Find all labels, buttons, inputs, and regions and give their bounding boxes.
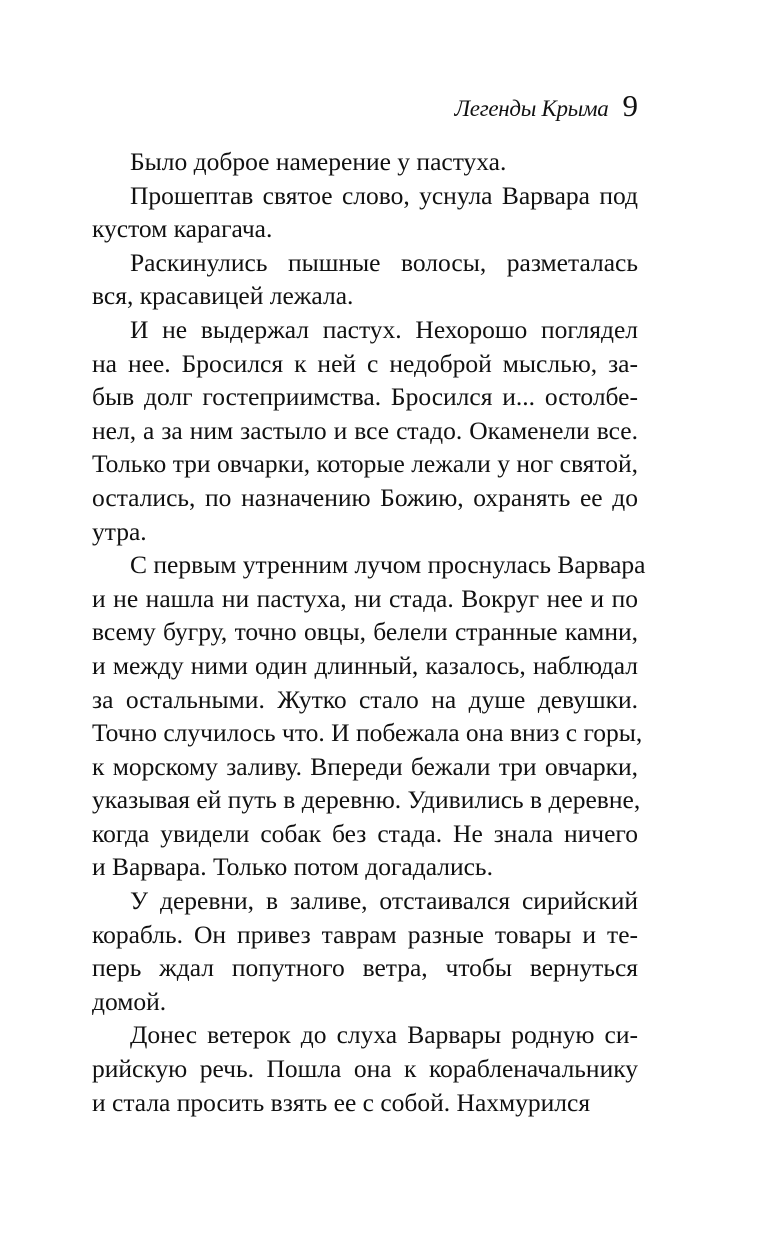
text-line: когда увидели собак без стада. Не знала ничего [92, 818, 638, 848]
text-line: кустом карагача. [92, 214, 273, 244]
text-line: Раскинулись пышные волосы, разметалась [130, 247, 638, 277]
text-line: остались, по назначению Божию, охранять ее до [92, 482, 638, 512]
running-title: Легенды Крыма [454, 96, 609, 121]
text-line: корабль. Он привез таврам разные товары и те- [92, 919, 638, 949]
text-line: Было доброе намерение у пастуха. [130, 147, 507, 176]
page-header [92, 88, 638, 124]
text-line: Донес ветерок до слуха Варвары родную си- [130, 1020, 638, 1050]
text-line: перь ждал попутного ветра, чтобы вернуться [92, 953, 638, 983]
text-line: за остальными. Жутко стало на душе девушки. [92, 684, 638, 714]
text-line: и между ними один длинный, казалось, наблюдал [92, 650, 638, 680]
text-line: Прошептав святое слово, уснула Варвара под [130, 180, 638, 210]
text-line: утра. [92, 516, 147, 546]
paragraph [92, 246, 638, 313]
text-line: всему бугру, точно овцы, белели странные камни, [92, 617, 638, 647]
paragraph [92, 179, 638, 246]
text-line: И не выдержал пастух. Нехорошо поглядел [130, 314, 638, 344]
text-line: указывая ей путь в деревню. Удивились в деревне, [92, 785, 641, 815]
paragraph [92, 313, 638, 548]
text-line: нел, а за ним застыло и все стадо. Окаменели все. [92, 415, 638, 445]
page-number: 9 [622, 88, 638, 123]
text-line: С первым утренним лучом проснулась Варвара [130, 550, 646, 580]
text-line: к морскому заливу. Впереди бежали три овчарки, [92, 751, 638, 781]
text-line: быв долг гостеприимства. Бросился и... остолбе- [92, 382, 638, 412]
text-line: вся, красавицей лежала. [92, 281, 354, 311]
text-line: Только три овчарки, которые лежали у ног святой, [92, 449, 638, 479]
text-line: домой. [92, 986, 167, 1016]
text-line: на нее. Бросился к ней с недоброй мыслью, за- [92, 348, 638, 378]
text-line: и Варвара. Только потом догадались. [92, 852, 493, 882]
text-line: Точно случилось что. И побежала она вниз с горы, [92, 718, 643, 748]
body-text [92, 145, 646, 1119]
paragraph [92, 548, 646, 884]
paragraph [92, 884, 638, 1018]
text-line: рийскую речь. Пошла она к корабленачальнику [92, 1054, 638, 1084]
paragraph [92, 1018, 638, 1119]
text-line: У деревни, в заливе, отстаивался сирийский [130, 886, 638, 916]
paragraph [92, 145, 638, 179]
text-line: и не нашла ни пастуха, ни стада. Вокруг нее и по [92, 583, 638, 613]
text-line: и стала просить взять ее с собой. Нахмурился [92, 1087, 591, 1117]
